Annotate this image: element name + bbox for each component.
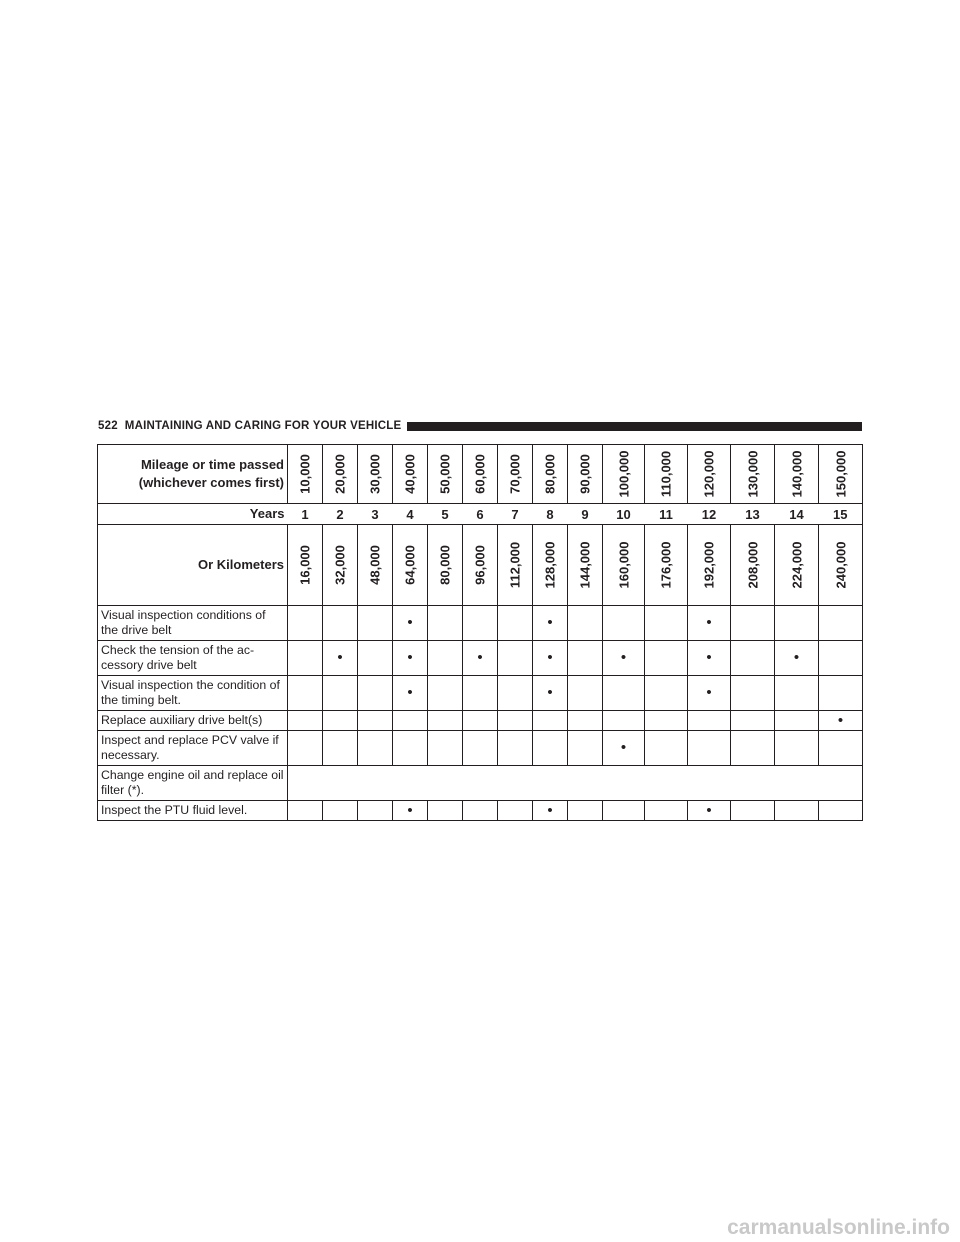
interval-cell	[533, 676, 568, 711]
mileage-value: 20,000	[332, 454, 348, 494]
task-label: Visual inspection the condition of the timing belt.	[98, 676, 288, 711]
service-dot: •	[407, 684, 413, 701]
interval-cell	[288, 641, 323, 676]
interval-cell	[533, 641, 568, 676]
interval-cell	[323, 731, 358, 766]
year-cell: 2	[323, 504, 358, 525]
kilometer-value: 144,000	[577, 541, 593, 589]
interval-cell	[323, 606, 358, 641]
mileage-cell	[731, 445, 775, 504]
kilometer-value: 112,000	[507, 541, 523, 589]
interval-cell	[603, 711, 645, 731]
interval-cell	[533, 731, 568, 766]
watermark: carmanualsonline.info	[727, 1216, 950, 1239]
interval-cell	[775, 711, 819, 731]
mileage-value: 100,000	[616, 450, 631, 498]
interval-cell	[498, 676, 533, 711]
service-dot: •	[477, 649, 483, 666]
kilometer-value: 224,000	[789, 541, 804, 589]
service-dot: •	[706, 649, 712, 666]
mileage-value: 70,000	[507, 454, 523, 494]
service-dot: •	[407, 801, 413, 819]
mileage-value: 30,000	[367, 454, 383, 494]
page-header	[98, 418, 862, 434]
years-label: Years	[98, 504, 288, 525]
interval-cell	[645, 641, 688, 676]
mileage-cell	[288, 445, 323, 504]
year-cell: 15	[819, 504, 863, 525]
service-dot: •	[337, 649, 343, 666]
year-cell: 3	[358, 504, 393, 525]
interval-cell	[288, 731, 323, 766]
maintenance-schedule-table	[97, 444, 863, 821]
year-cell: 5	[428, 504, 463, 525]
interval-cell	[688, 711, 731, 731]
task-row	[98, 766, 863, 801]
service-dot: •	[793, 649, 800, 666]
task-row	[98, 676, 863, 711]
task-row	[98, 641, 863, 676]
kilometer-value: 128,000	[542, 541, 558, 589]
interval-cell	[775, 641, 819, 676]
interval-cell	[428, 801, 463, 821]
kilometer-cell	[819, 525, 863, 606]
service-dot: •	[620, 649, 627, 666]
interval-cell	[393, 641, 428, 676]
task-label: Inspect the PTU fluid level.	[98, 801, 288, 821]
interval-cell	[463, 711, 498, 731]
interval-cell	[731, 711, 775, 731]
task-row	[98, 711, 863, 731]
mileage-cell	[393, 445, 428, 504]
interval-cell	[288, 676, 323, 711]
task-row	[98, 731, 863, 766]
interval-cell	[645, 676, 688, 711]
mileage-cell	[323, 445, 358, 504]
interval-cell	[358, 711, 393, 731]
kilometer-value: 176,000	[658, 541, 674, 589]
kilometer-cell	[688, 525, 731, 606]
interval-cell	[819, 676, 863, 711]
mileage-cell	[819, 445, 863, 504]
mileage-value: 130,000	[745, 450, 760, 498]
interval-cell	[688, 606, 731, 641]
interval-cell	[688, 676, 731, 711]
interval-cell	[393, 731, 428, 766]
service-dot: •	[706, 801, 712, 819]
kilometer-cell	[463, 525, 498, 606]
interval-cell	[819, 711, 863, 731]
mileage-cell	[428, 445, 463, 504]
interval-cell	[393, 606, 428, 641]
interval-cell	[323, 711, 358, 731]
interval-cell	[428, 641, 463, 676]
interval-cell	[819, 606, 863, 641]
interval-cell	[498, 641, 533, 676]
interval-cell	[731, 801, 775, 821]
mileage-value: 150,000	[833, 450, 848, 498]
kilometers-row	[98, 525, 863, 606]
mileage-value: 60,000	[472, 454, 488, 494]
interval-cell	[603, 676, 645, 711]
kilometer-value: 16,000	[297, 545, 313, 585]
interval-cell	[533, 801, 568, 821]
interval-cell	[428, 606, 463, 641]
interval-cell	[463, 731, 498, 766]
interval-cell	[731, 731, 775, 766]
mileage-value: 90,000	[577, 454, 593, 494]
interval-cell	[463, 606, 498, 641]
interval-cell	[358, 801, 393, 821]
mileage-cell	[463, 445, 498, 504]
year-cell: 1	[288, 504, 323, 525]
year-cell: 14	[775, 504, 819, 525]
interval-cell	[358, 606, 393, 641]
service-dot: •	[837, 711, 844, 729]
kilometer-cell	[775, 525, 819, 606]
interval-cell	[603, 641, 645, 676]
interval-cell	[819, 641, 863, 676]
mileage-value: 120,000	[701, 450, 717, 498]
year-cell: 8	[533, 504, 568, 525]
kilometer-value: 96,000	[472, 545, 488, 585]
interval-cell	[463, 641, 498, 676]
interval-cell	[775, 801, 819, 821]
interval-cell	[568, 801, 603, 821]
header-rule	[407, 422, 862, 431]
service-dot: •	[706, 684, 712, 701]
kilometer-cell	[288, 525, 323, 606]
interval-cell	[323, 676, 358, 711]
interval-cell	[775, 676, 819, 711]
interval-cell	[428, 676, 463, 711]
service-dot: •	[706, 614, 712, 631]
kilometer-cell	[731, 525, 775, 606]
kilometer-cell	[323, 525, 358, 606]
interval-cell	[603, 731, 645, 766]
mileage-cell	[533, 445, 568, 504]
interval-cell	[645, 731, 688, 766]
kilometer-value: 32,000	[332, 545, 348, 585]
interval-cell	[323, 641, 358, 676]
service-dot: •	[407, 649, 413, 666]
year-cell: 12	[688, 504, 731, 525]
interval-cell	[533, 606, 568, 641]
mileage-value: 10,000	[297, 454, 313, 494]
interval-cell	[819, 731, 863, 766]
kilometer-cell	[533, 525, 568, 606]
task-label: Check the tension of the ac-cessory drive belt	[98, 641, 288, 676]
mileage-cell	[688, 445, 731, 504]
mileage-label	[98, 445, 288, 504]
kilometer-cell	[568, 525, 603, 606]
years-row	[98, 504, 863, 525]
kilometer-value: 192,000	[701, 541, 717, 589]
year-cell: 4	[393, 504, 428, 525]
mileage-label-line1: Mileage or time passed	[140, 457, 284, 472]
mileage-cell	[568, 445, 603, 504]
interval-cell	[688, 641, 731, 676]
section-title: MAINTAINING AND CARING FOR YOUR VEHICLE	[124, 420, 402, 432]
interval-cell	[498, 606, 533, 641]
task-label: Visual inspection conditions of the drive belt	[98, 606, 288, 641]
interval-cell	[358, 641, 393, 676]
interval-cell	[568, 711, 603, 731]
interval-cell	[731, 606, 775, 641]
interval-cell	[568, 676, 603, 711]
interval-cell	[498, 801, 533, 821]
kilometer-value: 160,000	[616, 541, 631, 589]
service-dot: •	[620, 739, 627, 756]
year-cell: 13	[731, 504, 775, 525]
interval-cell	[463, 676, 498, 711]
kilometer-cell	[428, 525, 463, 606]
mileage-row	[98, 445, 863, 504]
interval-cell	[645, 801, 688, 821]
interval-cell	[428, 731, 463, 766]
kilometer-value: 240,000	[833, 541, 848, 589]
interval-cell	[393, 801, 428, 821]
task-label: Change engine oil and replace oil filter (*).	[98, 766, 288, 801]
kilometer-cell	[358, 525, 393, 606]
interval-cell	[358, 676, 393, 711]
interval-cell	[775, 606, 819, 641]
task-row	[98, 606, 863, 641]
page-number: 522	[98, 420, 118, 432]
interval-cell	[393, 676, 428, 711]
interval-cell	[428, 711, 463, 731]
interval-cell	[645, 606, 688, 641]
kilometer-cell	[603, 525, 645, 606]
year-cell: 10	[603, 504, 645, 525]
service-dot: •	[547, 684, 553, 701]
mileage-value: 40,000	[402, 454, 418, 494]
service-dot: •	[407, 614, 413, 631]
mileage-cell	[358, 445, 393, 504]
mileage-cell	[603, 445, 645, 504]
mileage-cell	[775, 445, 819, 504]
interval-cell	[498, 731, 533, 766]
interval-cell	[731, 641, 775, 676]
mileage-value: 140,000	[789, 450, 804, 498]
task-label: Replace auxiliary drive belt(s)	[98, 711, 288, 731]
mileage-cell	[645, 445, 688, 504]
interval-cell	[645, 711, 688, 731]
kilometer-cell	[645, 525, 688, 606]
year-cell: 7	[498, 504, 533, 525]
mileage-value: 80,000	[542, 454, 558, 494]
merged-interval-cell	[288, 766, 863, 801]
kilometer-cell	[393, 525, 428, 606]
kilometer-value: 48,000	[367, 545, 383, 585]
kilometer-value: 64,000	[402, 545, 418, 585]
interval-cell	[393, 711, 428, 731]
interval-cell	[568, 731, 603, 766]
interval-cell	[603, 801, 645, 821]
interval-cell	[288, 606, 323, 641]
year-cell: 9	[568, 504, 603, 525]
mileage-value: 110,000	[658, 450, 674, 498]
service-dot: •	[547, 649, 553, 666]
service-dot: •	[547, 614, 553, 631]
interval-cell	[568, 641, 603, 676]
interval-cell	[603, 606, 645, 641]
interval-cell	[358, 731, 393, 766]
mileage-label-line2: (whichever comes first)	[138, 475, 284, 490]
interval-cell	[323, 801, 358, 821]
interval-cell	[819, 801, 863, 821]
task-row	[98, 801, 863, 821]
interval-cell	[288, 711, 323, 731]
interval-cell	[688, 801, 731, 821]
kilometer-value: 208,000	[745, 541, 760, 589]
year-cell: 11	[645, 504, 688, 525]
interval-cell	[688, 731, 731, 766]
interval-cell	[288, 801, 323, 821]
kilometers-label: Or Kilometers	[98, 525, 288, 606]
kilometer-cell	[498, 525, 533, 606]
mileage-cell	[498, 445, 533, 504]
interval-cell	[533, 711, 568, 731]
interval-cell	[498, 711, 533, 731]
year-cell: 6	[463, 504, 498, 525]
service-dot: •	[547, 801, 553, 819]
mileage-value: 50,000	[437, 454, 453, 494]
interval-cell	[568, 606, 603, 641]
interval-cell	[775, 731, 819, 766]
interval-cell	[731, 676, 775, 711]
task-label: Inspect and replace PCV valve if necessary.	[98, 731, 288, 766]
interval-cell	[463, 801, 498, 821]
kilometer-value: 80,000	[437, 545, 453, 585]
